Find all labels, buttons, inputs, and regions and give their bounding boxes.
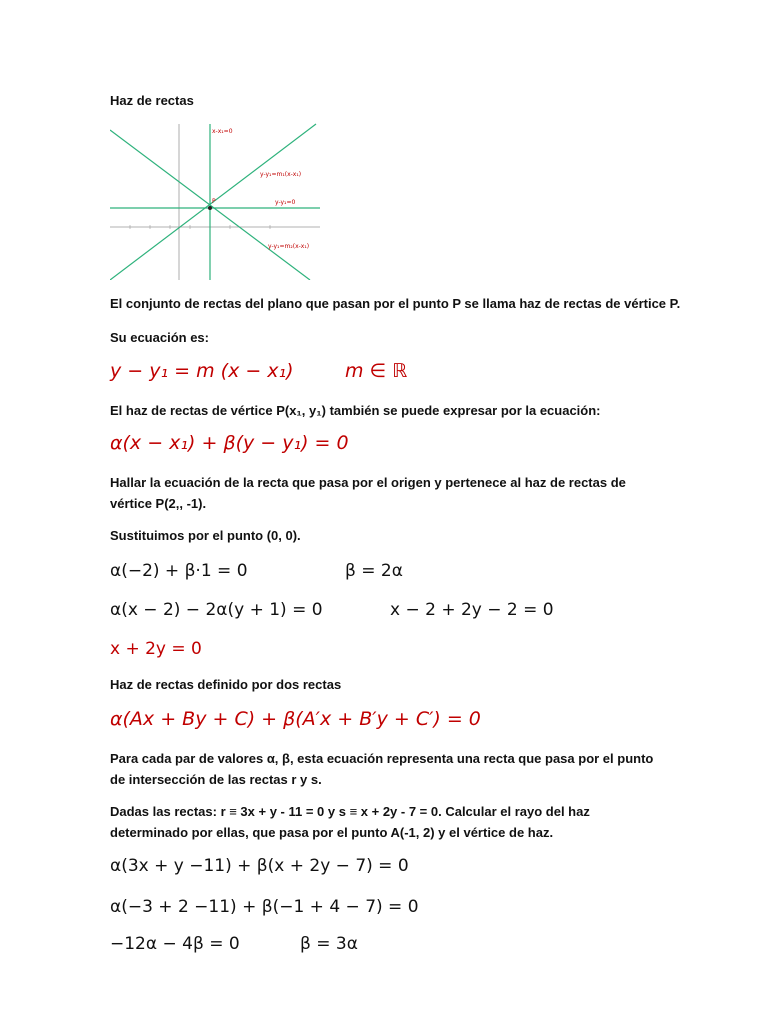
- label-point-p: P: [212, 198, 216, 205]
- equation-step-3: α(3x + y −11) + β(x + 2y − 7) = 0: [110, 856, 409, 876]
- label-slope2: y-y₁=m₂(x-x₁): [268, 243, 310, 250]
- equation-step-2: α(x − 2) − 2α(y + 1) = 0: [110, 600, 323, 620]
- paragraph-exercise-1: Hallar la ecuación de la recta que pasa por el origen y pertenece al haz de rectas de vértice P(2,, -1).: [110, 475, 626, 511]
- equation-two-lines: α(Ax + By + C) + β(A′x + B′y + C′) = 0: [110, 708, 481, 730]
- paragraph-alt-form: El haz de rectas de vértice P(x₁, y₁) también se puede expresar por la ecuación:: [110, 403, 601, 418]
- equation-step-1: α(−2) + β·1 = 0: [110, 561, 248, 581]
- equation-step-1b: β = 2α: [345, 561, 403, 581]
- paragraph-definition: El conjunto de rectas del plano que pasan por el punto P se llama haz de rectas de vértice P.: [110, 296, 681, 311]
- label-vertical: x-x₁=0: [212, 128, 233, 135]
- equation-step-4: α(−3 + 2 −11) + β(−1 + 4 − 7) = 0: [110, 897, 419, 917]
- paragraph-substitute: Sustituimos por el punto (0, 0).: [110, 528, 301, 543]
- equation-step-2b: x − 2 + 2y − 2 = 0: [390, 600, 554, 620]
- equation-m-real: m ∈ ℝ: [345, 360, 408, 382]
- label-horizontal: y-y₁=0: [275, 199, 296, 206]
- paragraph-exercise-2: Dadas las rectas: r ≡ 3x + y - 11 = 0 y s ≡ x + 2y - 7 = 0. Calcular el rayo del haz determinado por ellas, que pasa por el punto A(-1, 2) y el vértice de haz.: [110, 804, 590, 840]
- paragraph-two-lines: Haz de rectas definido por dos rectas: [110, 677, 342, 692]
- equation-point-slope: y − y₁ = m (x − x₁): [110, 360, 294, 382]
- paragraph-equation-intro: Su ecuación es:: [110, 330, 209, 345]
- point-p: [208, 206, 212, 210]
- page-title: Haz de rectas: [110, 93, 194, 108]
- equation-alpha-beta: α(x − x₁) + β(y − y₁) = 0: [110, 432, 349, 454]
- pencil-of-lines-figure: [110, 120, 320, 280]
- equation-step-5b: β = 3α: [300, 934, 358, 954]
- label-slope1: y-y₁=m₁(x-x₁): [260, 171, 302, 178]
- paragraph-alpha-beta: Para cada par de valores α, β, esta ecuación representa una recta que pasa por el punto de intersección de las rectas r y s.: [110, 751, 654, 787]
- equation-step-5: −12α − 4β = 0: [110, 934, 240, 954]
- equation-result-1: x + 2y = 0: [110, 639, 202, 659]
